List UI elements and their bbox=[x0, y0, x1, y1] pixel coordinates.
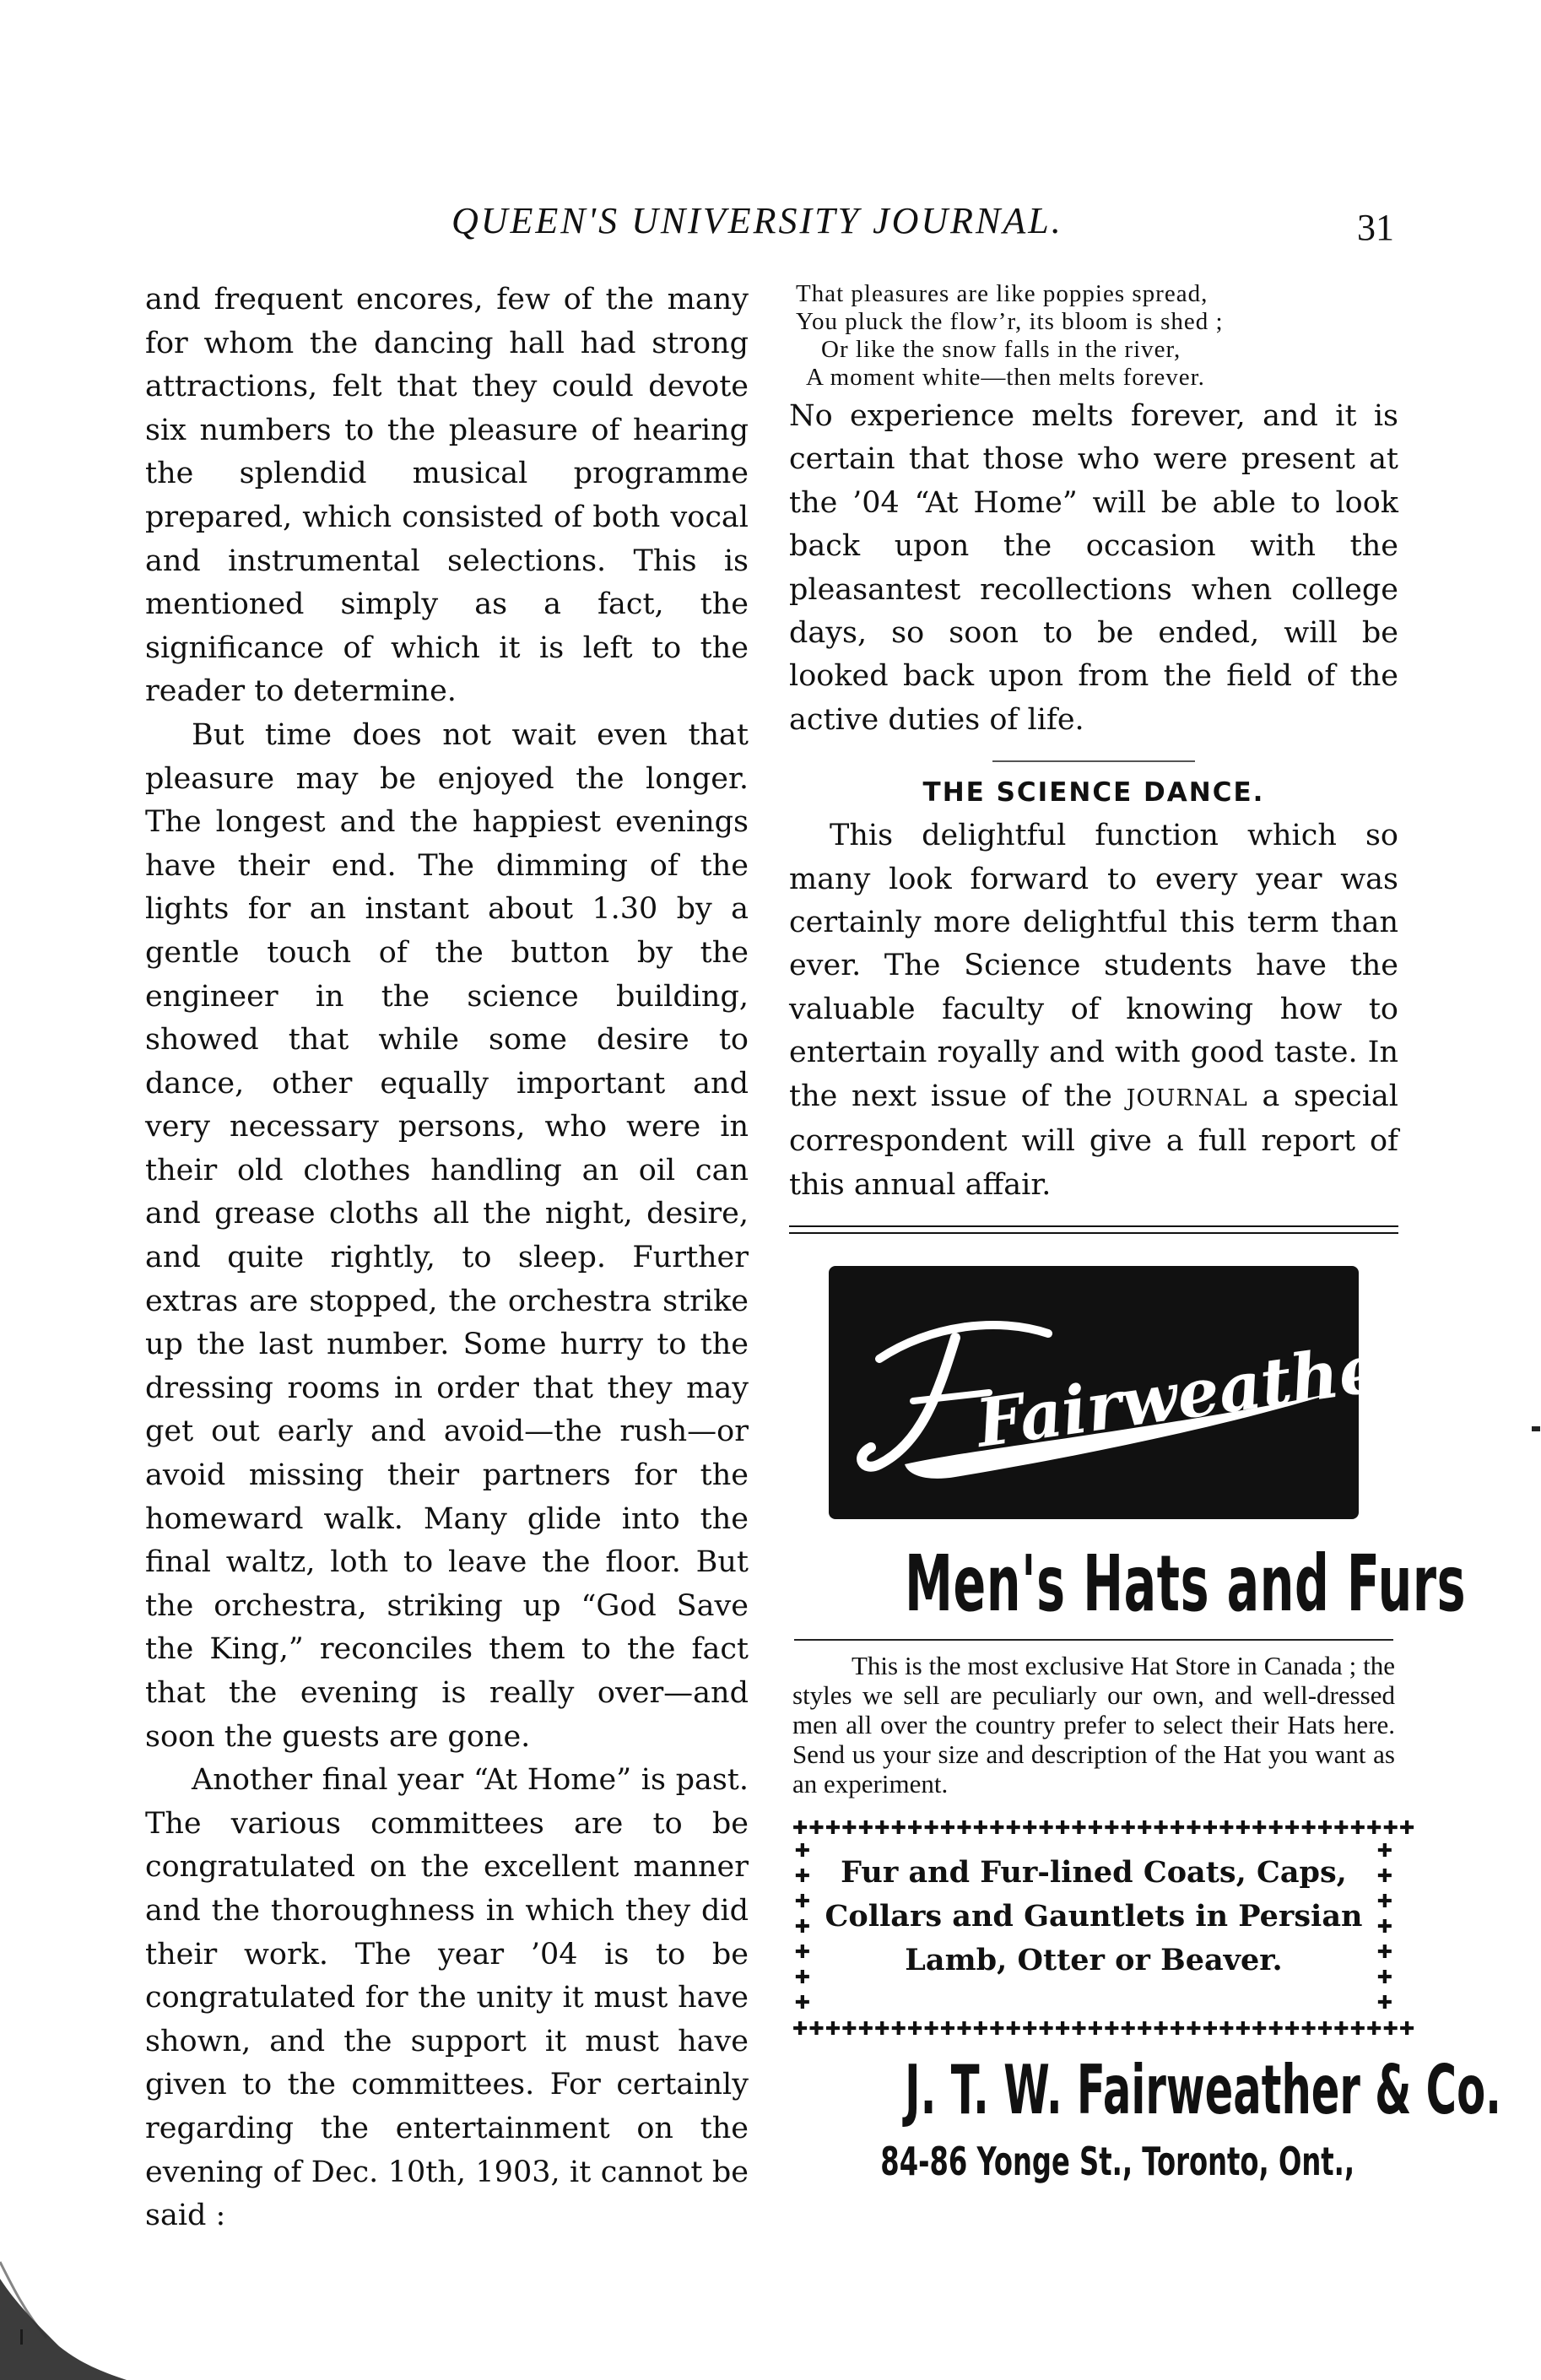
logo-script-graphic bbox=[829, 1266, 1477, 1519]
right-border: ✚ ✚ ✚ ✚ ✚ ✚ ✚ bbox=[1376, 1840, 1393, 2014]
page-header bbox=[0, 199, 1541, 250]
boxed-line-1: Fur and Fur-lined Coats, Caps, bbox=[841, 1854, 1347, 1890]
poem-line-3: Or like the snow falls in the river, bbox=[821, 336, 1181, 363]
left-column bbox=[145, 279, 749, 2238]
poem bbox=[796, 280, 1398, 392]
section-heading: THE SCIENCE DANCE. bbox=[922, 777, 1265, 809]
boxed-line-2: Collars and Gauntlets in Persian bbox=[825, 1898, 1363, 1934]
ad-description bbox=[792, 1651, 1395, 1799]
right-column bbox=[789, 280, 1502, 2187]
fairweathers-logo bbox=[829, 1266, 1477, 1519]
left-paragraph-2: But time does not wait even that pleasure may be enjoyed the longer. The longest and the happiest evenings have their end. The dimming of the lights for an instant about 1.30 by a gentle touch of the button by the engineer in the science building, showed that while some desire to dance, other equally important and very necessary persons, who were in their old clothes handling an oil can and grease cloths all the night, desire, and quite rightly, to sleep. Further extras are stopped, the orchestra strike up the last number. Some hurry to the dressing rooms in order that they may get out early and avoid—the rush—or avoid missing their partners for the homeward walk. Many glide into the final waltz, loth to leave the floor. But the orchestra, striking up “God Save the King,” reconciles them to the fact that the evening is really over—and soon the guests are gone. bbox=[145, 717, 749, 1754]
journal-title: QUEEN'S UNIVERSITY JOURNAL. bbox=[451, 200, 1063, 241]
company-name: J. T. W. Fairweather & Co. bbox=[905, 2050, 1502, 2129]
poem-line-1: That pleasures are like poppies spread, bbox=[796, 280, 1208, 307]
double-rule bbox=[789, 1225, 1398, 1234]
top-border: ✚✚✚✚✚✚✚✚✚✚✚✚✚✚✚✚✚✚✚✚✚✚✚✚✚✚✚✚✚✚✚✚✚✚✚✚✚✚ bbox=[792, 1817, 1416, 1839]
company-address: 84-86 Yonge St., Toronto, Ont., bbox=[880, 2138, 1355, 2184]
scan-speck bbox=[1532, 1426, 1540, 1431]
after-poem-paragraph: No experience melts forever, and it is certain that those who were present at the ’04 “At Home” will be able to look back upon the occasion with the pleasantest recollections when college days, so soon to be ended, will be looked back upon from the field of the active duties of life. bbox=[789, 399, 1398, 737]
journal-name: JOURNAL bbox=[1126, 1085, 1248, 1112]
science-dance-paragraph bbox=[789, 814, 1398, 1207]
boxed-text bbox=[823, 1851, 1365, 1982]
left-paragraph-1: and frequent encores, few of the many for whom the dancing hall had strong attractions, felt that they could devote six numbers to the pleasure of hearing the splendid musical programme prepared, which consisted of both vocal and instrumental selections. This is mentioned simply as a fact, the significance of which it is left to the reader to determine. bbox=[145, 283, 749, 709]
ad-description-text: This is the most exclusive Hat Store in Canada ; the styles we sell are peculiarly our own, and well-dressed men all over the country prefer to select their Hats here. Send us your size and description of the Hat you want as an experiment. bbox=[792, 1650, 1395, 1799]
left-paragraph-3: Another final year “At Home” is past. The various committees are to be congratulated on the excellent manner and the thoroughness in which they did their work. The year ’04 is to be congratulated for the unity it must have shown, and the support it must have given to the committees. For certainly regarding the entertainment on the evening of Dec. 10th, 1903, it cannot be said : bbox=[145, 1763, 749, 2233]
boxed-line-3: Lamb, Otter or Beaver. bbox=[905, 1942, 1283, 1977]
bottom-border: ✚✚✚✚✚✚✚✚✚✚✚✚✚✚✚✚✚✚✚✚✚✚✚✚✚✚✚✚✚✚✚✚✚✚✚✚✚✚ bbox=[792, 2018, 1416, 2040]
ad-rule bbox=[794, 1639, 1393, 1641]
poem-line-2: You pluck the flow’r, its bloom is shed ; bbox=[796, 308, 1224, 335]
scan-smudge bbox=[0, 2211, 135, 2380]
left-border: ✚ ✚ ✚ ✚ ✚ ✚ ✚ bbox=[794, 1840, 811, 2014]
bordered-box bbox=[789, 1817, 1416, 2040]
section-divider bbox=[992, 760, 1195, 762]
advertisement bbox=[789, 1266, 1502, 2187]
science-paragraph-end: a special correspondent will give a full report of this annual affair. bbox=[789, 1079, 1398, 1202]
logo-text: Fairweather's bbox=[971, 1317, 1477, 1463]
ad-headline: Men's Hats and Furs bbox=[905, 1538, 1467, 1629]
science-paragraph-start: This delightful function which so many look forward to every year was certainly more delightful this term than ever. The Science students have the valuable faculty of knowing how to entertain royally and with good taste. In the next issue of the bbox=[789, 819, 1398, 1113]
poem-line-4: A moment white—then melts forever. bbox=[806, 364, 1205, 391]
page-number: 31 bbox=[1357, 207, 1394, 248]
